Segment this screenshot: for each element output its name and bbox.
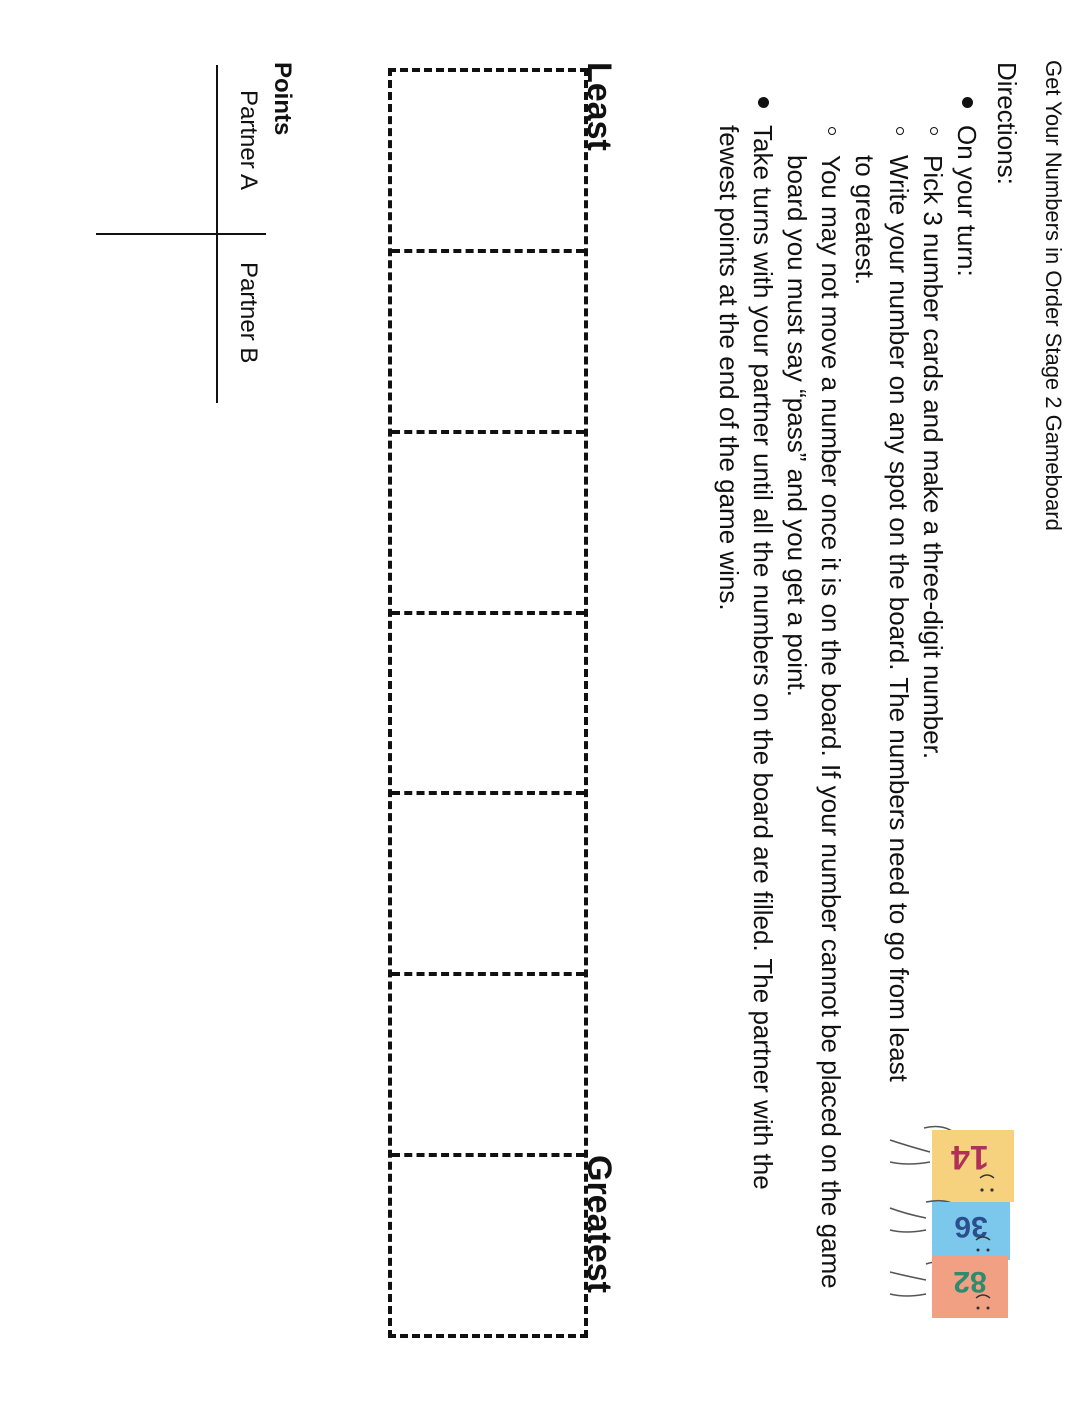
- directions-heading: Directions:: [992, 62, 1022, 185]
- step-text: Write your number on any spot on the board. The numbers need to go from least to greatest.: [850, 155, 914, 1082]
- greatest-label: Greatest: [580, 1155, 618, 1293]
- tally-divider: [96, 233, 266, 235]
- svg-text:14: 14: [951, 1138, 989, 1176]
- number-card-14: [890, 1127, 1014, 1203]
- board-slot-3[interactable]: [392, 434, 584, 615]
- board-slot-1[interactable]: [392, 72, 584, 253]
- points-heading: Points: [269, 62, 296, 136]
- turn-step-write: [848, 125, 916, 1100]
- partner-b-header: Partner B: [235, 262, 262, 364]
- svg-text:36: 36: [954, 1210, 988, 1243]
- number-card-36: [890, 1201, 1010, 1260]
- page-title: Get Your Numbers in Order Stage 2 Gameboard: [1041, 60, 1066, 531]
- partner-a-header: Partner A: [235, 90, 262, 191]
- number-card-82: [890, 1256, 1008, 1318]
- least-label: Least: [580, 62, 618, 151]
- direction-text: On your turn:: [952, 125, 982, 277]
- board-slot-5[interactable]: [392, 795, 584, 976]
- number-line-board: [388, 68, 588, 1338]
- board-slot-7[interactable]: [392, 1157, 584, 1334]
- board-slot-6[interactable]: [392, 976, 584, 1157]
- step-text: You may not move a number once it is on the board. If your number cannot be placed on the game board you must say “pass” and you get a point.: [782, 155, 846, 1289]
- svg-text:82: 82: [953, 1265, 987, 1298]
- number-cards-illustration: [888, 1118, 1018, 1328]
- turn-step-pass: [780, 125, 848, 1305]
- direction-text: Take turns with your partner until all the numbers on the board are filled. The partner with the fewest points at the end of the game wins.: [714, 125, 778, 1190]
- board-slot-2[interactable]: [392, 253, 584, 434]
- direction-item-take-turns: [712, 95, 780, 1265]
- board-slot-4[interactable]: [392, 615, 584, 796]
- points-tally-table: [96, 65, 266, 403]
- step-text: Pick 3 number cards and make a three-digit number.: [918, 155, 948, 760]
